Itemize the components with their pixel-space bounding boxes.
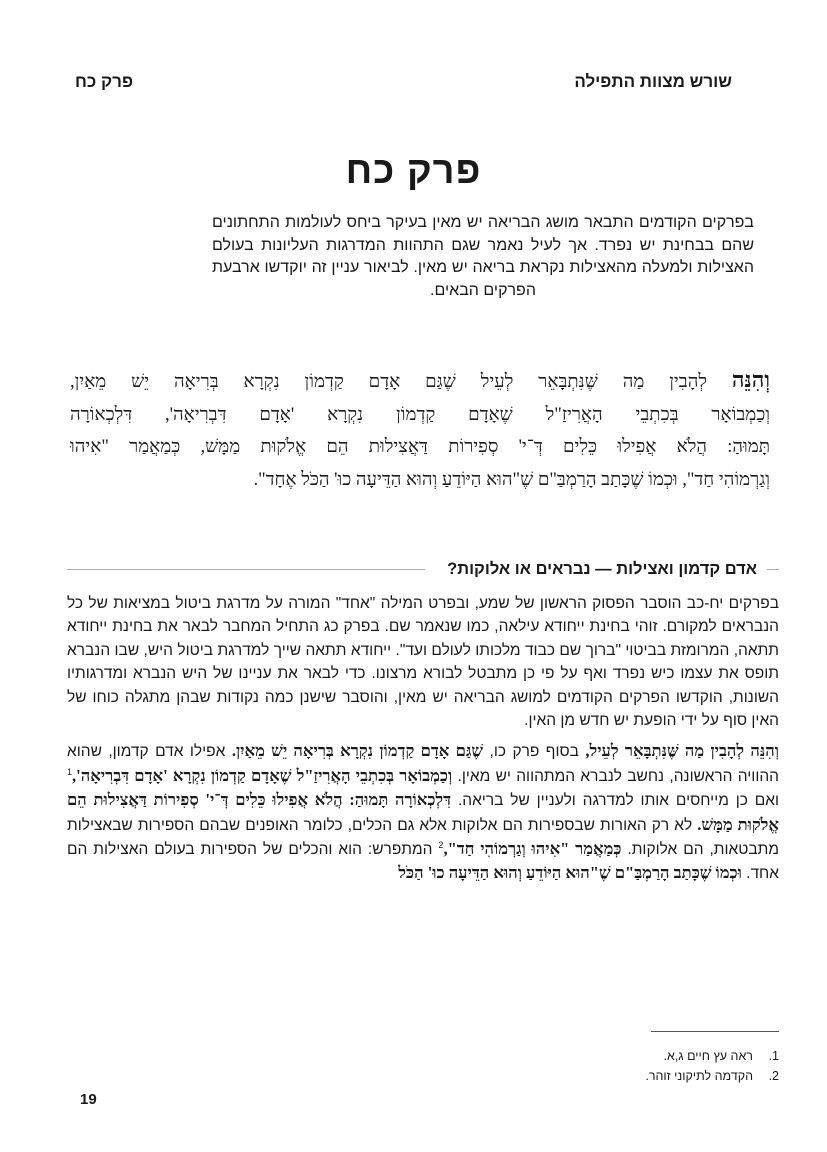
source-quote xyxy=(70,364,770,496)
heading-rule-long xyxy=(67,569,425,570)
quoted-phrase: וְכַמְבוֹאָר בְּכִתְבֵי הָאֲרִיזַ"ל שֶׁאָדָם קַדְמוֹן נִקְרָא 'אָדָם דִּבְרִיאָה', xyxy=(72,765,453,785)
footnote-item xyxy=(645,1046,779,1066)
footnote-number: 1. xyxy=(768,1049,779,1063)
explanation-text: ואם כן מייחסים אותו למדרגה ולעניין של בריאה. xyxy=(451,792,779,810)
explanation-text: בסוף פרק כו, xyxy=(483,743,586,761)
quote-line-2: וְכַמְבוֹאָר בְּכִתְבֵי הָאֲרִיזַ"ל שֶׁאָדָם קַדְמוֹן נִקְרָא 'אָדָם דִּבְרִיאָה', דִּלְכְאוֹרָה xyxy=(70,404,770,425)
quote-line-1-text: לְהָבִין מַה שֶּׁנִּתְבָּאֵר לְעֵיל שֶׁגַּם אָדָם קַדְמוֹן נִקְרָא בְּרִיאָה יֵשׁ מֵאַיִן, xyxy=(70,372,707,392)
chapter-intro: בפרקים הקודמים התבאר מושג הבריאה יש מאין בעיקר ביחס לעולמות התחתונים שהם בבחינת יש נפרד. אך לעיל נאמר שגם התהוות המדרגות העליונות בעולם האצילות ולמעלה מהאצילות נקראת בריאה יש מאין. לביאור עניין זה יוקדשו ארבעת הפרקים הבאים. xyxy=(212,214,754,299)
section-heading xyxy=(67,560,779,579)
footnote-ref-1[interactable]: 1 xyxy=(67,766,73,777)
commentary-paragraph-2 xyxy=(67,739,779,885)
quoted-phrase: כְּמַאֲמַר "אִיהוּ וְגַרְמוֹהִי חַד", xyxy=(443,839,622,859)
chapter-title: פרק כח xyxy=(345,150,482,192)
book-title: שורש מצוות התפילה xyxy=(574,72,732,91)
commentary-paragraph-1: בפרקים יח-כב הוסבר הפסוק הראשון של שמע, ובפרט המילה "אחד" המורה על מדרגת ביטול במציאות של כל הנבראים למקורם. זוהי בחינת ייחודא עילאה, כמו שנאמר שם. בפרק כג התחיל המחבר לבאר את בחינת ייחודא תתאה, המרומזת בביטוי "ברוך שם כבוד מלכותו לעולם ועד". ייחודא תתאה שייך למדרגת ביטול היש, שבו הנברא תופס את עצמו כיש נפרד ואף על פי כן מתבטל לבורא מרצונו. כדי לבאר את עניינו של היש הנברא ומדרגותיו השונות, הוקדשו הפרקים הקודמים למושג הבריאה יש מאין, והוסבר שישנן כמה נקודות שבהן מתגלה כוחו של האין סוף על ידי הופעת יש חדש מן האין. xyxy=(67,595,779,730)
footnote-text: ראה עץ חיים ג,א. xyxy=(663,1049,753,1063)
quoted-phrase: שֶׁגַּם אָדָם קַדְמוֹן נִקְרָא בְּרִיאָה יֵשׁ מֵאַיִן. xyxy=(231,741,484,761)
quote-line-4: וְגַרְמוֹהִי חַד", וּכְמוֹ שֶׁכָּתַב הָרַמְבַּ"ם שֶׁ"הוּא הַיּוֹדֵעַ וְהוּא הַדֵּיעָה כוּ' הַכֹּל אֶחָד". xyxy=(253,469,770,490)
quoted-phrase: דִּלְכְאוֹרָה תָּמוּהַ: הֲלֹא אֲפִילוּ כֵּלִים דְּ־י' סְפִירוֹת דַּאֲצִילוּת הֵם אֱלֹקוּת מַמָּשׁ. xyxy=(67,790,780,834)
footnote-text: הקדמה לתיקוני זוהר. xyxy=(645,1069,753,1083)
quote-line-3: תָּמוּהַ: הֲלֹא אֲפִילוּ כֵּלִים דְּ־י' סְפִירוֹת דַּאֲצִילוּת הֵם אֱלֹקוּת מַמָּשׁ, כְּמַאֲמַר "אִיהוּ xyxy=(70,437,770,457)
section-heading-text: אדם קדמון ואצילות — נבראים או אלוקות? xyxy=(447,560,757,578)
footnotes xyxy=(645,1046,779,1086)
quoted-phrase: וּכְמוֹ שֶׁכָּתַב הָרַמְבַּ"ם שֶׁ"הוּא הַיּוֹדֵעַ וְהוּא הַדֵּיעָה כוּ' הַכֹּל xyxy=(398,863,742,883)
footnote-ref-2[interactable]: 2 xyxy=(438,839,444,850)
heading-rule-short xyxy=(767,569,779,570)
explanation-text: אפילו אדם קדמון, שהוא ההוויה הראשונה, נחשב לנברא המתהווה יש מאין. xyxy=(67,743,779,785)
quoted-phrase: וְהִנֵּה לְהָבִין מַה שֶּׁנִּתְבָּאֵר לְעֵיל, xyxy=(585,741,779,761)
footnote-divider xyxy=(651,1031,779,1032)
commentary-body xyxy=(67,592,779,893)
footnote-number: 2. xyxy=(768,1069,779,1083)
quote-line-1 xyxy=(70,364,770,399)
explanation-text: לא רק האורות שבספירות הם אלוקות אלא גם הכלים, כלומר האופנים שבהם הספירות שבאצילות מתבטאות, הם אלוקות. xyxy=(67,816,780,859)
explanation-text: המתפרש: הוא והכלים של הספירות בעולם האצילות הם אחד. xyxy=(67,841,779,883)
quote-opening-word: וְהִנֵּה xyxy=(731,367,770,392)
page-number: 19 xyxy=(80,1091,97,1108)
chapter-label: פרק כח xyxy=(75,72,134,91)
running-header xyxy=(75,72,732,92)
footnote-item xyxy=(645,1066,779,1086)
